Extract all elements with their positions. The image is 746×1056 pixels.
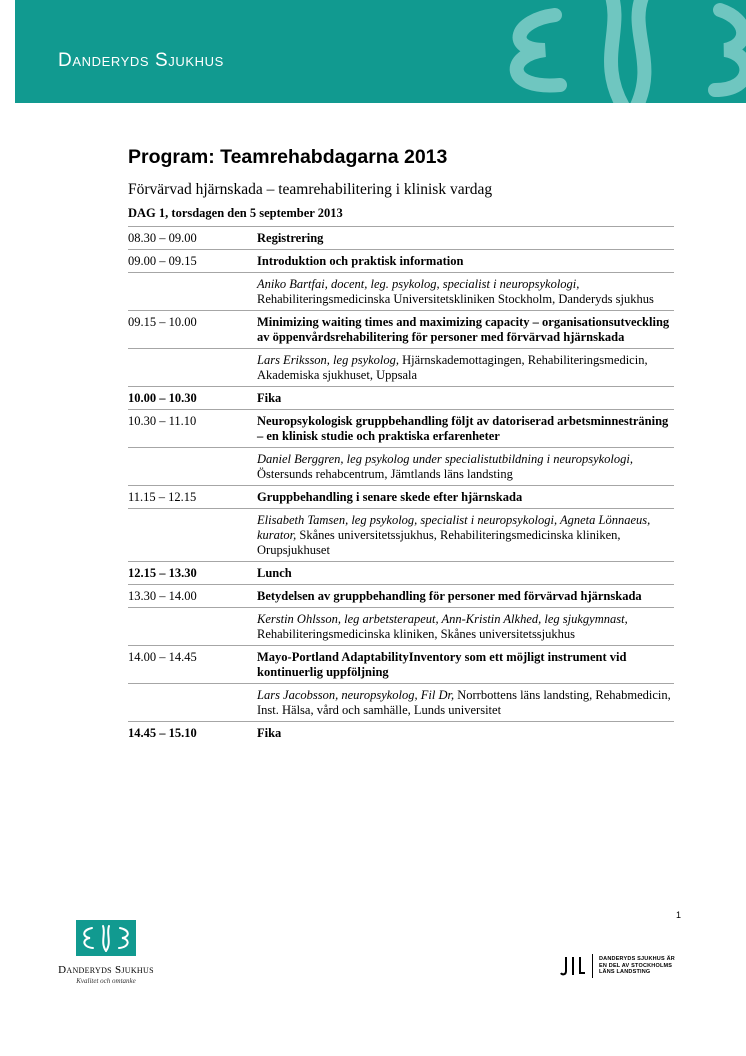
session-speaker	[257, 277, 674, 307]
session-content	[257, 254, 674, 269]
page-number: 1	[676, 910, 682, 920]
footer-logo-icon	[76, 920, 136, 956]
footer-tagline: Kvalitet och omtanke	[76, 977, 136, 985]
session-content	[257, 589, 674, 604]
session-time: 09.00 – 09.15	[128, 254, 197, 268]
speaker-row	[128, 607, 674, 645]
session-time: 12.15 – 13.30	[128, 566, 197, 580]
session-time: 10.00 – 10.30	[128, 391, 197, 405]
session-time: 14.45 – 15.10	[128, 726, 197, 740]
session-time: 11.15 – 12.15	[128, 490, 197, 504]
session-speaker	[257, 452, 674, 482]
schedule-row	[128, 386, 674, 409]
footer-hospital-name: Danderyds Sjukhus	[58, 964, 154, 976]
speaker-row-spacer	[128, 513, 257, 558]
schedule-row	[128, 584, 674, 607]
session-content	[257, 490, 674, 505]
session-speaker	[257, 688, 674, 718]
document-subtitle: Förvärvad hjärnskada – teamrehabilitering i klinisk vardag	[128, 181, 493, 198]
session-time: 09.15 – 10.00	[128, 315, 197, 329]
session-title: Lunch	[257, 566, 292, 580]
session-title: Betydelsen av gruppbehandling för personer med förvärvad hjärnskada	[257, 589, 642, 603]
speaker-affiliation: Östersunds rehabcentrum, Jämtlands läns landsting	[257, 467, 513, 481]
speaker-name: Aniko Bartfai, docent, leg. psykolog, specialist i neuropsykologi,	[257, 277, 580, 291]
speaker-name: Kerstin Ohlsson, leg arbetsterapeut, Ann-Kristin Alkhed, leg sjukgymnast,	[257, 612, 628, 626]
session-title: Introduktion och praktisk information	[257, 254, 464, 268]
sll-logo	[560, 954, 675, 978]
sll-separator	[592, 954, 593, 978]
session-speaker	[257, 353, 674, 383]
footer-logo	[46, 920, 166, 985]
speaker-affiliation: Hjärnskademottagingen, Rehabiliteringsmedicin, Akademiska sjukhuset, Uppsala	[257, 353, 648, 382]
session-title: Registrering	[257, 231, 324, 245]
speaker-affiliation: Skånes universitetssjukhus, Rehabiliteringsmedicinska kliniken, Orupsjukhuset	[257, 528, 621, 557]
sll-line-2: EN DEL AV STOCKHOLMS	[599, 962, 673, 969]
header-banner	[15, 0, 746, 103]
session-title: Mayo-Portland AdaptabilityInventory som ett möjligt instrument vid kontinuerlig uppföljning	[257, 650, 627, 679]
session-content	[257, 414, 674, 444]
session-content	[257, 650, 674, 680]
hospital-logo-art	[475, 0, 746, 103]
session-content	[257, 391, 674, 406]
session-content	[257, 315, 674, 345]
speaker-row-spacer	[128, 688, 257, 718]
session-content	[257, 566, 674, 581]
sll-line-1: DANDERYDS SJUKHUS ÄR	[599, 956, 675, 963]
session-title: Minimizing waiting times and maximizing capacity – organisationsutveckling av öppenvårdsrehabilitering för personer med förvärvad hjärnskada	[257, 315, 670, 344]
speaker-row	[128, 348, 674, 386]
speaker-row	[128, 447, 674, 485]
session-title: Neuropsykologisk gruppbehandling följt av datoriserad arbetsminnesträning – en klinisk studie och praktiska erfarenheter	[257, 414, 669, 443]
schedule-row	[128, 721, 674, 744]
session-time: 08.30 – 09.00	[128, 231, 197, 245]
schedule-row	[128, 485, 674, 508]
session-title: Gruppbehandling i senare skede efter hjärnskada	[257, 490, 523, 504]
speaker-row-spacer	[128, 277, 257, 307]
session-content	[257, 726, 674, 741]
speaker-name: Daniel Berggren, leg psykolog under specialistutbildning i neuropsykologi,	[257, 452, 633, 466]
speaker-row-spacer	[128, 452, 257, 482]
session-title: Fika	[257, 391, 282, 405]
schedule-row	[128, 561, 674, 584]
speaker-affiliation: Norrbottens läns landsting, Rehabmedicin, Inst. Hälsa, vård och samhälle, Lunds universitet	[257, 688, 671, 717]
speaker-name: Lars Eriksson, leg psykolog,	[257, 353, 400, 367]
schedule-row	[128, 409, 674, 447]
session-time: 14.00 – 14.45	[128, 650, 197, 664]
session-speaker	[257, 513, 674, 558]
speaker-row	[128, 508, 674, 561]
schedule-table	[128, 226, 674, 744]
schedule-row	[128, 249, 674, 272]
session-time: 13.30 – 14.00	[128, 589, 197, 603]
schedule-row	[128, 310, 674, 348]
speaker-row-spacer	[128, 612, 257, 642]
speaker-name: Elisabeth Tamsen, leg psykolog, specialist i neuropsykologi, Agneta Lönnaeus, kurator,	[257, 513, 651, 542]
sll-mark-icon	[560, 955, 586, 977]
speaker-affiliation: Rehabiliteringsmedicinska kliniken, Skånes universitetssjukhus	[257, 627, 576, 641]
session-title: Fika	[257, 726, 282, 740]
day-heading: DAG 1, torsdagen den 5 september 2013	[128, 206, 343, 220]
hospital-name: Danderyds Sjukhus	[58, 50, 224, 71]
session-time: 10.30 – 11.10	[128, 414, 197, 428]
schedule-row	[128, 645, 674, 683]
sll-text	[599, 956, 675, 976]
document-title: Program: Teamrehabdagarna 2013	[128, 146, 448, 168]
session-speaker	[257, 612, 674, 642]
speaker-row	[128, 272, 674, 310]
speaker-affiliation: Rehabiliteringsmedicinska Universitetskliniken Stockholm, Danderyds sjukhus	[257, 292, 654, 306]
speaker-row-spacer	[128, 353, 257, 383]
speaker-row	[128, 683, 674, 721]
speaker-name: Lars Jacobsson, neuropsykolog, Fil Dr,	[257, 688, 455, 702]
sll-line-3: LÄNS LANDSTING	[599, 969, 651, 976]
schedule-row	[128, 226, 674, 249]
footer-logo-mark	[76, 920, 136, 956]
session-content	[257, 231, 674, 246]
